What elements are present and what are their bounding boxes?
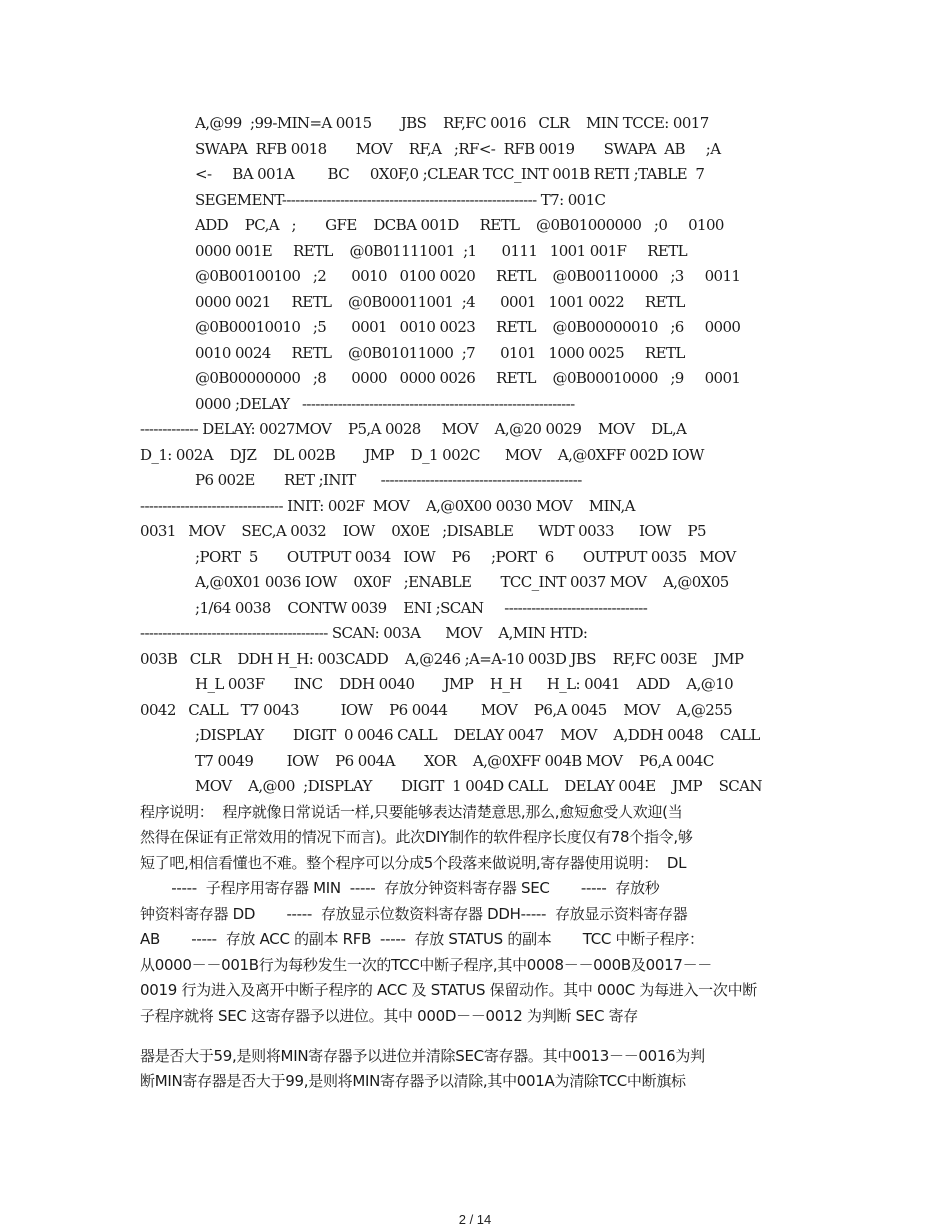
code-line: A,@0X01 0036 IOW 0X0F ;ENABLE TCC_INT 0037 MOV A,@0X05 bbox=[195, 573, 729, 591]
code-line: -------------------------------- INIT: 002F MOV A,@0X00 0030 MOV MIN,A bbox=[140, 497, 635, 515]
code-line: 0000 0021 RETL @0B00011001 ;4 0001 1001 0022 RETL bbox=[195, 293, 685, 311]
code-line: SWAPA RFB 0018 MOV RF,A ;RF<- RFB 0019 SWAPA AB ;A bbox=[195, 140, 721, 158]
text-line: AB ----- 存放 ACC 的副本 RFB ----- 存放 STATUS 的副本 TCC 中断子程序： bbox=[140, 930, 704, 948]
code-line: ADD PC,A ; GFE DCBA 001D RETL @0B01000000 ;0 0100 bbox=[195, 216, 724, 234]
code-line: ;DISPLAY DIGIT 0 0046 CALL DELAY 0047 MOV A,DDH 0048 CALL bbox=[195, 726, 760, 744]
text-line: 0019 行为进入及离开中断子程序的 ACC 及 STATUS 保留动作。其中 000C 为每进入一次中断 bbox=[140, 981, 757, 999]
code-line: 0000 001E RETL @0B01111001 ;1 0111 1001 001F RETL bbox=[195, 242, 688, 260]
text-line: 器是否大于59,是则将MIN寄存器予以进位并清除SEC寄存器。其中0013－－0016为判 bbox=[140, 1047, 705, 1065]
code-line: 0010 0024 RETL @0B01011000 ;7 0101 1000 0025 RETL bbox=[195, 344, 685, 362]
page-number: 2 / 14 bbox=[458, 1212, 492, 1227]
text-line: 钟资料寄存器 DD ----- 存放显示位数资料寄存器 DDH----- 存放显示资料寄存器 bbox=[140, 905, 688, 923]
code-line: A,@99 ;99-MIN=A 0015 JBS RF,FC 0016 CLR MIN TCCE: 0017 bbox=[195, 114, 709, 132]
code-line: P6 002E RET ;INIT --------------------------------------------- bbox=[195, 471, 582, 489]
code-line: ------------------------------------------ SCAN: 003A MOV A,MIN HTD: bbox=[140, 624, 588, 642]
code-line: @0B00010010 ;5 0001 0010 0023 RETL @0B00000010 ;6 0000 bbox=[195, 318, 741, 336]
text-line: 短了吧,相信看懂也不难。整个程序可以分成5个段落来做说明,寄存器使用说明： DL bbox=[140, 854, 687, 872]
text-line: 断MIN寄存器是否大于99,是则将MIN寄存器予以清除,其中001A为清除TCC中断旗标 bbox=[140, 1072, 686, 1090]
code-line: ------------- DELAY: 0027MOV P5,A 0028 MOV A,@20 0029 MOV DL,A bbox=[140, 420, 687, 438]
text-line: ----- 子程序用寄存器 MIN ----- 存放分钟资料寄存器 SEC ----- 存放秒 bbox=[140, 879, 660, 897]
text-line: 程序说明： 程序就像日常说话一样,只要能够表达清楚意思,那么,愈短愈受人欢迎(当 bbox=[140, 803, 683, 821]
code-line: MOV A,@00 ;DISPLAY DIGIT 1 004D CALL DELAY 004E JMP SCAN bbox=[195, 777, 762, 795]
code-line: 003B CLR DDH H_H: 003CADD A,@246 ;A=A-10 003D JBS RF,FC 003E JMP bbox=[140, 650, 744, 668]
text-line: 子程序就将 SEC 这寄存器予以进位。其中 000D－－0012 为判断 SEC 寄存 bbox=[140, 1007, 639, 1025]
code-line: 0031 MOV SEC,A 0032 IOW 0X0E ;DISABLE WDT 0033 IOW P5 bbox=[140, 522, 706, 540]
code-line: T7 0049 IOW P6 004A XOR A,@0XFF 004B MOV P6,A 004C bbox=[195, 752, 714, 770]
text-line: 从0000－－001B行为每秒发生一次的TCC中断子程序,其中0008－－000B及0017－－ bbox=[140, 956, 712, 974]
text-line: 然得在保证有正常效用的情况下而言)。此次DIY制作的软件程序长度仅有78个指令,够 bbox=[140, 828, 693, 846]
code-line: @0B00000000 ;8 0000 0000 0026 RETL @0B00010000 ;9 0001 bbox=[195, 369, 741, 387]
code-line: <- BA 001A BC 0X0F,0 ;CLEAR TCC_INT 001B RETI ;TABLE 7 bbox=[195, 165, 705, 183]
code-line: SEGEMENT--------------------------------------------------------- T7: 001C bbox=[195, 191, 606, 209]
code-line: @0B00100100 ;2 0010 0100 0020 RETL @0B00110000 ;3 0011 bbox=[195, 267, 741, 285]
code-line: H_L 003F INC DDH 0040 JMP H_H H_L: 0041 ADD A,@10 bbox=[195, 675, 734, 693]
code-line: D_1: 002A DJZ DL 002B JMP D_1 002C MOV A,@0XFF 002D IOW bbox=[140, 446, 704, 464]
code-line: ;1/64 0038 CONTW 0039 ENI ;SCAN -------------------------------- bbox=[195, 599, 648, 617]
code-line: 0042 CALL T7 0043 IOW P6 0044 MOV P6,A 0045 MOV A,@255 bbox=[140, 701, 733, 719]
code-line: 0000 ;DELAY ------------------------------------------------------------- bbox=[195, 395, 575, 413]
code-line: ;PORT 5 OUTPUT 0034 IOW P6 ;PORT 6 OUTPUT 0035 MOV bbox=[195, 548, 736, 566]
